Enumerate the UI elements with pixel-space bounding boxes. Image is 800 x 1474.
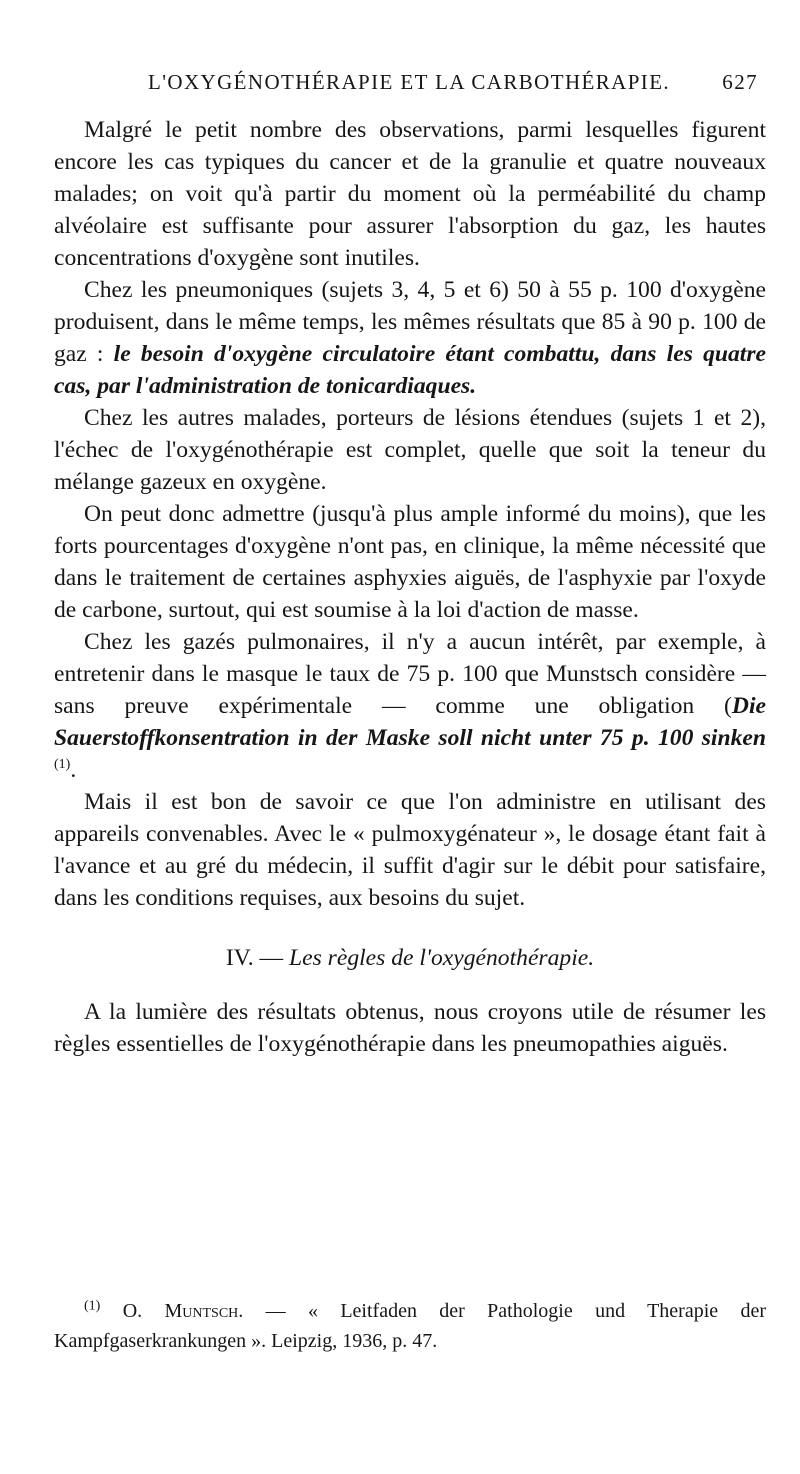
paragraph-text: Chez les pneumoniques (sujets 3, 4, 5 et 6) 50 à 55 p. 100 d'oxygène produisent, dans le même temps, les mêmes résultats que 85 à 90 p. 100 de gaz : [54, 277, 766, 367]
footnote-author: O. Muntsch. [122, 1300, 244, 1322]
paragraph-text: On peut donc admettre (jusqu'à plus ample informé du moins), que les forts pourcentages d'oxygène n'ont pas, en clinique, la même nécessité que dans le traitement de certaines asphyxies aiguës, de l'asphyxie par l'oxyde de carbone, surtout, qui est soumise à la loi d'action de masse. [54, 501, 766, 623]
paragraph [54, 498, 766, 626]
page-header [58, 70, 758, 100]
paragraph-text: A la lumière des résultats obtenus, nous croyons utile de résumer les règles essentielles de l'oxygénothérapie dans les pneumopathies aiguës. [54, 999, 766, 1057]
footnote-marker: (1) [84, 1298, 101, 1314]
footnote-text: — « Leitfaden der Pathologie und Therapie der Kampfgaserkrankungen ». Leipzig, 1936, p. 47. [54, 1300, 767, 1352]
paragraph-text: Malgré le petit nombre des observations, parmi lesquelles figurent encore les cas typiques du cancer et de la granulie et quatre nouveaux malades; on voit qu'à partir du moment où la perméabilité du champ alvéolaire est suffisante pour assurer l'absorption du gaz, les hautes concentrations d'oxygène sont inutiles. [54, 117, 766, 271]
emphasized-text: le besoin d'oxygène circulatoire étant combattu, dans les quatre cas, par l'administration de tonicardiaques. [54, 341, 766, 399]
paragraph [54, 626, 766, 786]
paragraph-text: Mais il est bon de savoir ce que l'on administre en utilisant des appareils convenables. Avec le « pulmoxygénateur », le dosage étant fait à l'avance et au gré du médecin, il suffit d'agir sur le débit pour satisfaire, dans les conditions requises, aux besoins du sujet. [54, 789, 766, 911]
german-quote: Die Sauerstoffkonsentration in der Maske soll nicht unter 75 p. 100 sinken [54, 693, 766, 751]
paragraph [54, 114, 766, 274]
paragraph [54, 786, 766, 914]
paragraph [54, 996, 766, 1060]
footnote-reference[interactable]: (1) [54, 757, 71, 773]
section-number: IV. — [225, 945, 284, 971]
section-heading [54, 942, 766, 974]
paragraph-text: Chez les autres malades, porteurs de lésions étendues (sujets 1 et 2), l'échec de l'oxygénothérapie est complet, quelle que soit la teneur du mélange gazeux en oxygène. [54, 405, 766, 495]
running-title: L'OXYGÉNOTHÉRAPIE ET LA CARBOTHÉRAPIE. [148, 70, 671, 94]
paragraph-text: Chez les gazés pulmonaires, il n'y a aucun intérêt, par exemple, à entretenir dans le masque le taux de 75 p. 100 que Munstsch considère — sans preuve expérimentale — comme une obligation ( [54, 629, 766, 719]
paragraph [54, 402, 766, 498]
page-number: 627 [722, 70, 758, 94]
paragraph-text: . [70, 757, 77, 783]
footnote [54, 1296, 766, 1356]
section-title: Les règles de l'oxygénothérapie. [289, 945, 595, 971]
paragraph [54, 274, 766, 402]
page-body [54, 114, 766, 1060]
